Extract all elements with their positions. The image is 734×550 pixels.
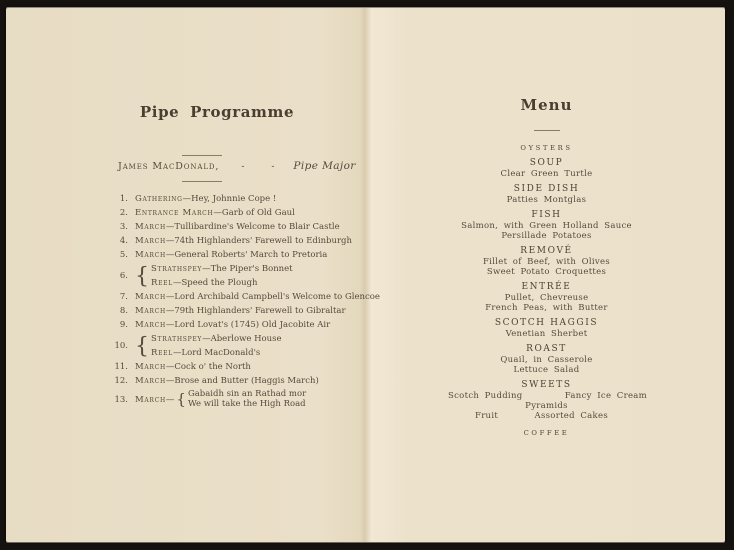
tune-title: Lord MacDonald's xyxy=(181,348,261,358)
programme-item xyxy=(108,376,364,386)
tune-type: March xyxy=(135,394,166,405)
menu-item: Clear Green Turtle xyxy=(500,169,593,179)
menu-section xyxy=(368,428,725,438)
menu-section xyxy=(368,282,725,313)
tune-type: March xyxy=(135,292,166,302)
tune-title: The Piper's Bonnet xyxy=(210,264,293,274)
entry-prefix xyxy=(135,376,174,386)
right-page xyxy=(368,8,725,542)
title-stack xyxy=(188,390,306,409)
tune-title: 74th Highlanders' Farewell to Edinburgh xyxy=(174,236,352,246)
programme-title: Pipe Programme xyxy=(139,103,295,121)
menu-item: Fancy Ice Cream xyxy=(564,391,647,401)
menu-item: Pullet, Chevreuse xyxy=(504,293,589,303)
tune-type: Reel xyxy=(151,348,173,358)
item-number: 7. xyxy=(119,292,128,302)
item-number: 1. xyxy=(119,194,128,204)
item-number: 13. xyxy=(114,394,128,405)
separator: — xyxy=(172,278,182,288)
separator: — xyxy=(165,320,175,330)
separator: — xyxy=(213,208,222,218)
tune-type: March xyxy=(135,320,166,330)
menu-item: Quail, in Casserole xyxy=(500,355,593,365)
programme-entry xyxy=(135,236,352,246)
menu-item: Venetian Sherbet xyxy=(505,329,588,339)
pipe-major-name: James MacDonald, xyxy=(118,161,220,172)
menu-item: Sweet Potato Croquettes xyxy=(486,267,607,277)
programme-item xyxy=(108,264,364,288)
separator: — xyxy=(202,334,211,344)
programme-entry xyxy=(135,292,380,302)
menu-item: Fillet of Beef, with Olives xyxy=(482,257,610,267)
menu-item: Persillade Potatoes xyxy=(501,231,592,241)
tune-title: Tullibardine's Welcome to Blair Castle xyxy=(174,222,340,232)
menu-item: Pyramids xyxy=(525,401,568,411)
programme-entry xyxy=(135,194,276,204)
programme-entry xyxy=(151,264,293,274)
menu-heading: ROAST xyxy=(526,344,567,354)
programme-item xyxy=(108,222,364,232)
menu-item: Lettuce Salad xyxy=(513,365,580,375)
separator: — xyxy=(172,348,182,358)
menu-heading: OYSTERS xyxy=(520,144,573,152)
programme-entry xyxy=(135,208,295,218)
item-number: 3. xyxy=(119,222,128,232)
programme-item xyxy=(108,390,364,409)
entry-stack xyxy=(135,292,380,302)
item-number: 8. xyxy=(119,306,128,316)
entry-prefix xyxy=(135,395,174,405)
menu-item: Patties Montglas xyxy=(506,195,587,205)
entry-stack xyxy=(135,250,327,260)
tune-type: March xyxy=(135,362,166,372)
separator: — xyxy=(165,292,175,302)
menu-section xyxy=(368,344,725,375)
entry-prefix xyxy=(135,222,174,232)
item-number: 11. xyxy=(114,362,128,372)
item-number: 10. xyxy=(114,341,128,351)
programme-item xyxy=(108,334,364,358)
programme-entry xyxy=(151,278,293,288)
entry-prefix xyxy=(151,264,211,274)
tune-type: Strathspey xyxy=(151,264,203,274)
programme-item xyxy=(108,194,364,204)
menu-section xyxy=(368,318,725,339)
separator: — xyxy=(202,264,211,274)
tune-title: Lord Lovat's (1745) Old Jacobite Air xyxy=(174,320,331,330)
separator: — xyxy=(165,362,175,372)
left-brace: { xyxy=(135,263,149,289)
tune-title: Cock o' the North xyxy=(174,362,251,372)
programme-item xyxy=(108,250,364,260)
programme-entry xyxy=(135,390,306,409)
tune-title: Hey, Johnnie Cope ! xyxy=(191,194,277,204)
entry-stack xyxy=(135,362,251,372)
credit-dash: - xyxy=(271,162,275,172)
menu-item: Fruit xyxy=(475,411,499,421)
menu-section xyxy=(368,158,725,179)
tune-title: 79th Highlanders' Farewell to Gibraltar xyxy=(174,306,346,316)
menu-section xyxy=(368,184,725,205)
separator: — xyxy=(165,306,175,316)
pipe-major-credit xyxy=(118,160,363,172)
entry-stack xyxy=(135,208,295,218)
entry-stack xyxy=(135,194,276,204)
menu-item: Scotch Pudding xyxy=(448,391,523,401)
separator: — xyxy=(165,394,175,405)
item-number: 5. xyxy=(119,250,128,260)
menu-heading: SWEETS xyxy=(521,380,572,390)
menu-row xyxy=(368,391,725,401)
programme-entry xyxy=(151,348,282,358)
tune-title: Garb of Old Gaul xyxy=(221,208,295,218)
programme-item xyxy=(108,208,364,218)
entry-prefix xyxy=(135,250,174,260)
entry-prefix xyxy=(151,278,181,288)
menu-row xyxy=(368,411,725,421)
entry-prefix xyxy=(151,334,211,344)
tune-title: Gabaidh sin an Rathad mor xyxy=(187,389,307,399)
booklet-spread xyxy=(6,8,725,542)
entry-prefix xyxy=(151,348,181,358)
programme-entry xyxy=(135,306,346,316)
separator: — xyxy=(182,194,192,204)
pipe-major-role: Pipe Major xyxy=(293,160,356,172)
separator: — xyxy=(165,222,175,232)
left-page xyxy=(6,8,380,542)
programme-item xyxy=(108,292,380,302)
programme-entry xyxy=(135,320,330,330)
inner-brace: { xyxy=(176,390,186,408)
item-number: 2. xyxy=(119,208,128,218)
tune-type: Strathspey xyxy=(151,334,203,344)
menu-section xyxy=(368,246,725,277)
tune-title: General Roberts' March to Pretoria xyxy=(174,250,328,260)
menu-heading: ENTRÉE xyxy=(521,282,572,292)
menu-heading: SCOTCH HAGGIS xyxy=(494,318,599,328)
separator: — xyxy=(165,236,175,246)
programme-item xyxy=(108,320,364,330)
menu-heading: SOUP xyxy=(529,158,564,168)
tune-title: Aberlowe House xyxy=(210,334,282,344)
tune-type: March xyxy=(135,376,166,386)
programme-item xyxy=(108,236,364,246)
tune-type: March xyxy=(135,306,166,316)
entry-stack xyxy=(135,376,319,386)
menu-section xyxy=(368,143,725,153)
separator: — xyxy=(165,250,175,260)
menu-section-list xyxy=(368,136,725,440)
divider-rule-bottom xyxy=(182,181,222,182)
menu-item: Salmon, with Green Holland Sauce xyxy=(461,221,632,231)
menu-title: Menu xyxy=(520,96,573,114)
menu-section xyxy=(368,210,725,241)
menu-heading: SIDE DISH xyxy=(513,184,580,194)
programme-entry xyxy=(135,250,327,260)
entry-prefix xyxy=(135,292,174,302)
programme-entry xyxy=(135,222,340,232)
left-brace: { xyxy=(135,333,149,359)
item-number: 9. xyxy=(119,320,128,330)
entry-prefix xyxy=(135,208,222,218)
credit-dash: - xyxy=(241,162,245,172)
tune-type: March xyxy=(135,250,166,260)
entry-prefix xyxy=(135,362,174,372)
entry-stack xyxy=(151,334,282,358)
entry-stack xyxy=(135,320,330,330)
programme-item xyxy=(108,306,364,316)
menu-heading: REMOVÉ xyxy=(520,246,573,256)
menu-section xyxy=(368,380,725,421)
programme-entry xyxy=(151,334,282,344)
entry-prefix xyxy=(135,320,174,330)
tune-type: Reel xyxy=(151,278,173,288)
programme-list xyxy=(108,194,380,413)
tune-type: March xyxy=(135,236,166,246)
entry-prefix xyxy=(135,236,174,246)
entry-stack xyxy=(135,236,352,246)
tune-type: March xyxy=(135,222,166,232)
entry-prefix xyxy=(135,306,174,316)
programme-entry xyxy=(135,376,319,386)
tune-title: Lord Archibald Campbell's Welcome to Glencoe xyxy=(174,292,380,302)
entry-stack xyxy=(135,306,346,316)
menu-heading: COFFEE xyxy=(523,429,570,437)
menu-item: French Peas, with Butter xyxy=(485,303,608,313)
menu-heading: FISH xyxy=(531,210,562,220)
entry-stack xyxy=(135,390,306,409)
entry-prefix xyxy=(135,194,191,204)
entry-stack xyxy=(151,264,293,288)
tune-title: Brose and Butter (Haggis March) xyxy=(174,376,319,386)
tune-type: Gathering xyxy=(135,194,183,204)
programme-entry xyxy=(135,362,251,372)
separator: — xyxy=(165,376,175,386)
menu-item: Assorted Cakes xyxy=(534,411,608,421)
divider-rule-top xyxy=(182,155,222,156)
tune-title: We will take the High Road xyxy=(187,399,306,409)
item-number: 6. xyxy=(119,271,128,281)
menu-divider-rule xyxy=(534,130,560,131)
item-number: 4. xyxy=(119,236,128,246)
item-number: 12. xyxy=(114,376,128,386)
tune-title: Speed the Plough xyxy=(181,278,258,288)
tune-type: Entrance March xyxy=(135,208,214,218)
entry-stack xyxy=(135,222,340,232)
programme-item xyxy=(108,362,364,372)
